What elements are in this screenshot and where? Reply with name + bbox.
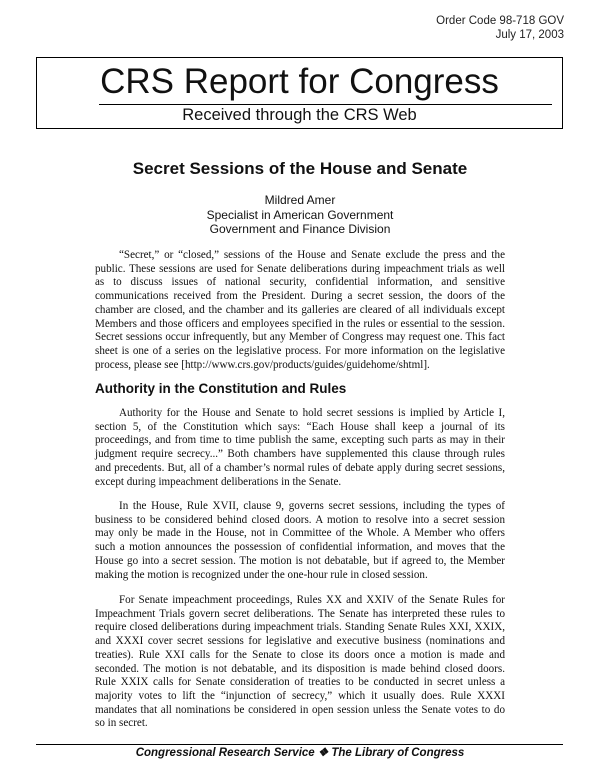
order-code: Order Code 98-718 GOV	[436, 15, 564, 27]
author-division: Government and Finance Division	[209, 222, 391, 236]
author-role: Specialist in American Government	[206, 207, 394, 222]
authority-paragraph: Authority for the House and Senate to hold secret sessions is implied by Article I, section 5, of the Constitution which says: “Each House shall keep a journal of its proceedings, and from time to time publish the same, excepting such parts as may in their judgment require secrecy...” Both chambers have supplemented this clause through rules and precedents. But, all of a chamber’s normal rules of debate apply during secret sessions, except during impeachment deliberations in the Senate.	[95, 407, 505, 488]
intro-paragraph: “Secret,” or “closed,” sessions of the House and Senate exclude the press and the public. These sessions are used for Senate deliberations during impeachment trials as well as to discuss issues of national security, confidential information, and sensitive communications received from the President. During a secret session, the doors of the chamber are closed, and the chamber and its galleries are cleared of all individuals except Members and those officers and employees specified in the rules or essential to the session. Secret sessions occur infrequently, but any Member of Congress may request one. This fact sheet is one of a series on the legislative process. For more information on the legislative process, please see [http://www.crs.gov/products/guides/guidehome/shtml].	[95, 249, 505, 371]
section-heading: Authority in the Constitution and Rules	[95, 381, 347, 396]
senate-rules-paragraph: For Senate impeachment proceedings, Rules XX and XXIV of the Senate Rules for Impeachment Trials govern secret deliberations. The Senate has interpreted these rules to require closed deliberations during impeachment trials. Standing Senate Rules XXI, XXIX, and XXXI cover secret sessions for legislative and executive business (nominations and treaties). Rule XXI calls for the Senate to close its doors once a motion is made and seconded. The motion is not debatable, and its disposition is made behind closed doors. Rule XXIX calls for Senate consideration of treaties to be conducted in secret unless a majority votes to lift the “injunction of secrecy,” which it usually does. Rule XXXI mandates that all nominations be considered in open session unless the Senate votes to do so in secret.	[95, 594, 505, 730]
report-date: July 17, 2003	[495, 29, 564, 41]
footer-divider	[36, 744, 563, 745]
order-code-block	[264, 14, 564, 42]
banner-subtitle: Received through the CRS Web	[182, 106, 417, 124]
report-banner	[36, 57, 563, 129]
author-block	[0, 193, 600, 237]
footer-text: Congressional Research Service ❖ The Library of Congress	[135, 747, 465, 759]
banner-title: CRS Report for Congress	[100, 62, 499, 101]
document-title: Secret Sessions of the House and Senate	[132, 159, 468, 178]
author-name: Mildred Amer	[264, 193, 336, 207]
house-rules-paragraph: In the House, Rule XVII, clause 9, governs secret sessions, including the types of business to be considered behind closed doors. A motion to resolve into a secret session may only be made in the House, not in Committee of the Whole. A Member who offers such a motion announces the possession of confidential information, and moves that the House go into a secret session. The motion is not debatable, but if agreed to, the Member making the motion is recognized under the one-hour rule in closed session.	[95, 500, 505, 581]
